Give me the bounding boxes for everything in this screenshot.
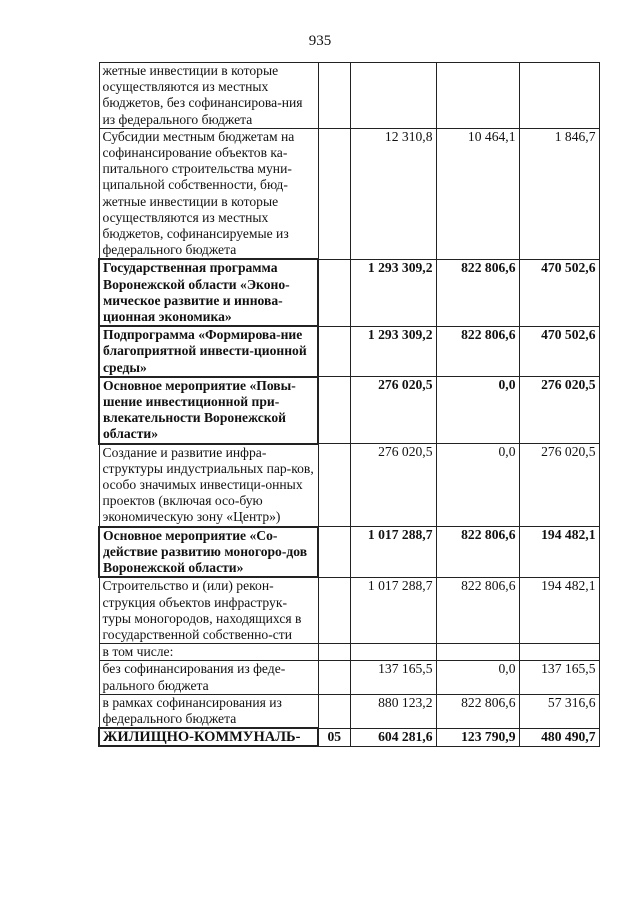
value-federal-cell	[436, 63, 519, 129]
value-total-cell	[350, 644, 436, 661]
row-code-cell	[318, 661, 350, 694]
value-regional-cell: 194 482,1	[519, 577, 599, 643]
table-row	[99, 444, 599, 527]
table-row	[99, 128, 599, 259]
value-regional-cell: 276 020,5	[519, 377, 599, 444]
value-federal-cell: 123 790,9	[436, 728, 519, 746]
row-code-cell	[318, 326, 350, 377]
row-code-cell	[318, 259, 350, 326]
value-total-cell: 276 020,5	[350, 444, 436, 527]
value-total-cell: 12 310,8	[350, 128, 436, 259]
value-federal-cell	[436, 644, 519, 661]
table-row	[99, 63, 599, 129]
row-name-cell: в том числе:	[99, 644, 318, 661]
row-code-cell	[318, 577, 350, 643]
row-code-cell	[318, 377, 350, 444]
table-row	[99, 259, 599, 326]
value-federal-cell: 0,0	[436, 377, 519, 444]
value-federal-cell: 822 806,6	[436, 259, 519, 326]
value-federal-cell: 0,0	[436, 444, 519, 527]
value-total-cell: 1 293 309,2	[350, 259, 436, 326]
table-row	[99, 661, 599, 694]
row-code-cell	[318, 694, 350, 728]
budget-table	[98, 62, 600, 747]
row-name-cell: Основное мероприятие «Повы-шение инвестиционной при-влекательности Воронежской области»	[99, 377, 318, 444]
row-code-cell	[318, 63, 350, 129]
value-regional-cell: 470 502,6	[519, 326, 599, 377]
table-row	[99, 577, 599, 643]
row-code-cell	[318, 444, 350, 527]
value-federal-cell: 822 806,6	[436, 694, 519, 728]
row-code-cell	[318, 128, 350, 259]
value-regional-cell: 470 502,6	[519, 259, 599, 326]
value-total-cell	[350, 63, 436, 129]
row-name-cell: без софинансирования из феде-рального бюджета	[99, 661, 318, 694]
value-total-cell: 880 123,2	[350, 694, 436, 728]
row-name-cell: в рамках софинансирования из федерального бюджета	[99, 694, 318, 728]
value-federal-cell: 10 464,1	[436, 128, 519, 259]
row-code-cell: 05	[318, 728, 350, 746]
value-total-cell: 276 020,5	[350, 377, 436, 444]
row-name-cell: жетные инвестиции в которые осуществляются из местных бюджетов, без софинансирова-ния из федерального бюджета	[99, 63, 318, 129]
value-regional-cell	[519, 644, 599, 661]
value-regional-cell: 480 490,7	[519, 728, 599, 746]
value-federal-cell: 0,0	[436, 661, 519, 694]
page-number: 935	[308, 33, 332, 49]
row-name-cell: Строительство и (или) рекон-струкция объектов инфраструк-туры моногородов, находящихся в государственной собственно-сти	[99, 577, 318, 643]
value-total-cell: 604 281,6	[350, 728, 436, 746]
value-federal-cell: 822 806,6	[436, 527, 519, 578]
value-regional-cell: 194 482,1	[519, 527, 599, 578]
value-regional-cell: 1 846,7	[519, 128, 599, 259]
value-regional-cell: 137 165,5	[519, 661, 599, 694]
row-name-cell: Субсидии местным бюджетам на софинансирование объектов ка-питального строительства муни-ципальной собственности, бюд-жетные инвестиции в которые осуществляются из местных бюджетов, софинансируемые из федерального бюджета	[99, 128, 318, 259]
value-regional-cell: 276 020,5	[519, 444, 599, 527]
value-federal-cell: 822 806,6	[436, 326, 519, 377]
row-name-cell: ЖИЛИЩНО-КОММУНАЛЬ-	[99, 728, 318, 746]
value-federal-cell: 822 806,6	[436, 577, 519, 643]
row-name-cell: Подпрограмма «Формирова-ние благоприятной инвести-ционной среды»	[99, 326, 318, 377]
table-row	[99, 377, 599, 444]
row-name-cell: Государственная программа Воронежской области «Эконо-мическое развитие и иннова-ционная экономика»	[99, 259, 318, 326]
table-row	[99, 694, 599, 728]
table-row	[99, 527, 599, 578]
value-total-cell: 1 017 288,7	[350, 577, 436, 643]
value-regional-cell	[519, 63, 599, 129]
table-row	[99, 326, 599, 377]
row-name-cell: Создание и развитие инфра-структуры индустриальных пар-ков, особо значимых инвестици-онных проектов (включая осо-бую экономическую зону «Центр»)	[99, 444, 318, 527]
value-total-cell: 1 017 288,7	[350, 527, 436, 578]
row-name-cell: Основное мероприятие «Со-действие развитию моногоро-дов Воронежской области»	[99, 527, 318, 578]
table-row	[99, 644, 599, 661]
table-row	[99, 728, 599, 746]
value-total-cell: 1 293 309,2	[350, 326, 436, 377]
value-total-cell: 137 165,5	[350, 661, 436, 694]
row-code-cell	[318, 527, 350, 578]
value-regional-cell: 57 316,6	[519, 694, 599, 728]
row-code-cell	[318, 644, 350, 661]
